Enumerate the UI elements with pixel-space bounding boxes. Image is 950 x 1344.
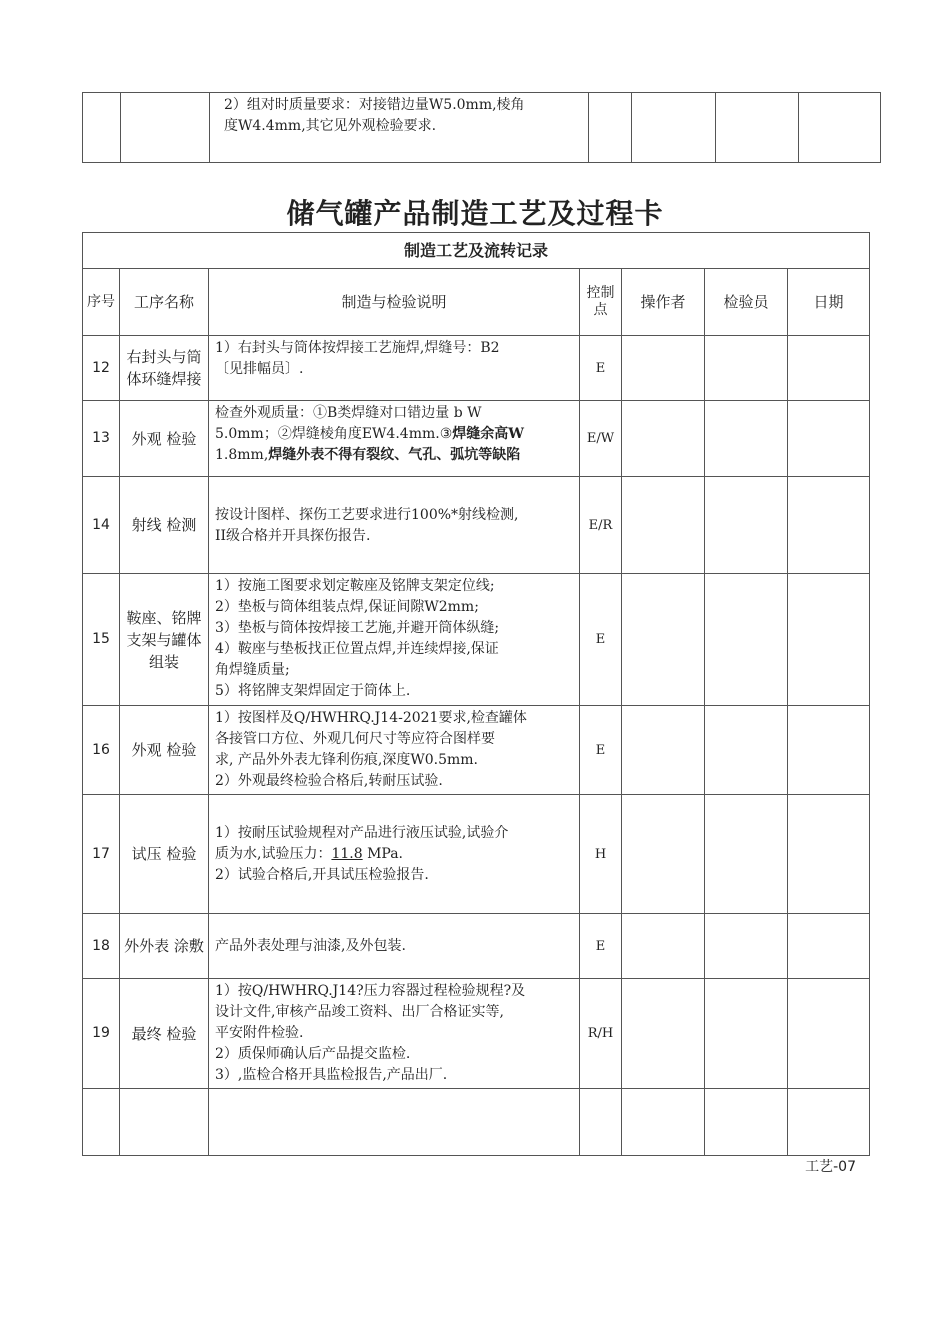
control-point: E/R <box>580 477 622 574</box>
top-fragment-table <box>82 92 881 163</box>
desc-line: II级合格并开具探伤报告. <box>215 528 371 544</box>
desc-line: 5）将铭牌支架焊固定于筒体上. <box>215 683 411 699</box>
row-number: 18 <box>83 914 120 979</box>
test-pressure-value: 11.8 <box>331 845 363 862</box>
header-process-name: 工序名称 <box>120 269 209 336</box>
inspector-cell[interactable] <box>705 336 788 401</box>
process-name: 鞍座、铭牌支架与罐体组装 <box>120 574 209 706</box>
fragment-desc-line: 2）组对时质量要求：对接错边量W5.0mm,棱角 <box>224 97 525 113</box>
fragment-desc-cell <box>210 93 589 163</box>
fragment-inspector-cell <box>716 93 799 163</box>
date-cell[interactable] <box>788 914 870 979</box>
date-cell[interactable] <box>788 979 870 1089</box>
inspector-cell[interactable] <box>705 477 788 574</box>
row-number: 19 <box>83 979 120 1089</box>
control-point: E <box>580 574 622 706</box>
desc-line: 3）,监检合格开具监检报告,产品出厂. <box>215 1067 448 1083</box>
operator-cell[interactable] <box>622 914 705 979</box>
fragment-name-cell <box>121 93 210 163</box>
process-description <box>209 795 580 914</box>
empty-inspector-cell[interactable] <box>705 1089 788 1156</box>
operator-cell[interactable] <box>622 336 705 401</box>
document-code: 工艺-07 <box>805 1159 856 1175</box>
empty-seq-cell[interactable] <box>83 1089 120 1156</box>
row-number: 15 <box>83 574 120 706</box>
header-inspector: 检验员 <box>705 269 788 336</box>
control-point: H <box>580 795 622 914</box>
control-point: E <box>580 336 622 401</box>
fragment-date-cell <box>799 93 881 163</box>
fragment-desc-line: 度W4.4mm,其它见外观检验要求. <box>224 118 437 134</box>
process-description <box>209 574 580 706</box>
empty-control-cell[interactable] <box>580 1089 622 1156</box>
control-point: E/W <box>580 401 622 477</box>
process-name: 右封头与筒体环缝焊接 <box>120 336 209 401</box>
desc-line: 5.0mm；②焊缝棱角度EW4.4mm.③焊缝余高W <box>215 426 524 442</box>
date-cell[interactable] <box>788 477 870 574</box>
process-name: 外观 检验 <box>120 706 209 795</box>
desc-line: 2）试验合格后,开具试压检验报告. <box>215 866 429 883</box>
desc-line: 检查外观质量：①B类焊缝对口错边量 b W <box>215 405 482 421</box>
inspector-cell[interactable] <box>705 401 788 477</box>
process-name: 射线 检测 <box>120 477 209 574</box>
operator-cell[interactable] <box>622 979 705 1089</box>
inspector-cell[interactable] <box>705 574 788 706</box>
process-table <box>82 232 870 1156</box>
row-number: 14 <box>83 477 120 574</box>
row-number: 12 <box>83 336 120 401</box>
desc-line: 产品外表处理与油漆,及外包装. <box>215 937 406 954</box>
process-description <box>209 914 580 979</box>
desc-line: 角焊缝质量; <box>215 662 290 678</box>
inspector-cell[interactable] <box>705 706 788 795</box>
header-seq: 序号 <box>83 269 120 336</box>
header-operator: 操作者 <box>622 269 705 336</box>
process-name: 试压 检验 <box>120 795 209 914</box>
desc-line: 质为水,试验压力：11.8 MPa. <box>215 845 403 862</box>
process-name: 外外表 涂敷 <box>120 914 209 979</box>
date-cell[interactable] <box>788 706 870 795</box>
desc-line: 〔见排幅员〕. <box>215 361 304 377</box>
desc-line: 按设计图样、探伤工艺要求进行100%*射线检测, <box>215 507 519 523</box>
desc-line: 2）外观最终检验合格后,转耐压试验. <box>215 773 443 789</box>
process-description <box>209 336 580 401</box>
operator-cell[interactable] <box>622 401 705 477</box>
fragment-control-cell <box>589 93 632 163</box>
process-description <box>209 706 580 795</box>
fragment-seq-cell <box>83 93 121 163</box>
date-cell[interactable] <box>788 795 870 914</box>
row-number: 13 <box>83 401 120 477</box>
operator-cell[interactable] <box>622 477 705 574</box>
section-title: 制造工艺及流转记录 <box>83 233 870 269</box>
fragment-operator-cell <box>632 93 716 163</box>
desc-line: 2）垫板与筒体组装点焊,保证间隙W2mm; <box>215 599 479 615</box>
process-name: 外观 检验 <box>120 401 209 477</box>
control-point: E <box>580 706 622 795</box>
header-control-point: 控制点 <box>580 269 622 336</box>
operator-cell[interactable] <box>622 574 705 706</box>
desc-line: 1）按耐压试验规程对产品进行液压试验,试验介 <box>215 824 509 841</box>
empty-date-cell[interactable] <box>788 1089 870 1156</box>
operator-cell[interactable] <box>622 795 705 914</box>
process-description <box>209 401 580 477</box>
inspector-cell[interactable] <box>705 914 788 979</box>
empty-operator-cell[interactable] <box>622 1089 705 1156</box>
desc-line: 3）垫板与筒体按焊接工艺施,并避开筒体纵缝; <box>215 620 500 636</box>
date-cell[interactable] <box>788 401 870 477</box>
desc-line: 设计文件,审核产品竣工资料、出厂合格证实等, <box>215 1004 504 1020</box>
desc-line: 2）质保师确认后产品提交监检. <box>215 1046 411 1062</box>
process-name: 最终 检验 <box>120 979 209 1089</box>
process-description <box>209 979 580 1089</box>
operator-cell[interactable] <box>622 706 705 795</box>
desc-line: 平安附件检验. <box>215 1025 304 1041</box>
header-description: 制造与检验说明 <box>209 269 580 336</box>
empty-name-cell[interactable] <box>120 1089 209 1156</box>
desc-line: 1）按图样及Q/HWHRQ.J14-2021要求,检查罐体 <box>215 710 527 726</box>
inspector-cell[interactable] <box>705 795 788 914</box>
desc-line: 各接管口方位、外观几何尺寸等应符合图样要 <box>215 731 495 747</box>
desc-line: 4）鞍座与垫板找正位置点焊,并连续焊接,保证 <box>215 641 499 657</box>
desc-line: 1.8mm,焊缝外表不得有裂纹、气孔、弧坑等缺陷 <box>215 447 521 463</box>
desc-line: 1）按Q/HWHRQ.J14?压力容器过程检验规程?及 <box>215 983 526 999</box>
header-date: 日期 <box>788 269 870 336</box>
row-number: 17 <box>83 795 120 914</box>
control-point: E <box>580 914 622 979</box>
row-number: 16 <box>83 706 120 795</box>
desc-line: 1）右封头与筒体按焊接工艺施焊,焊缝号：B2 <box>215 340 500 356</box>
inspector-cell[interactable] <box>705 979 788 1089</box>
date-cell[interactable] <box>788 336 870 401</box>
desc-line: 1）按施工图要求划定鞍座及铭牌支架定位线; <box>215 578 495 594</box>
date-cell[interactable] <box>788 574 870 706</box>
document-title: 储气罐产品制造工艺及过程卡 <box>286 197 664 230</box>
process-description <box>209 477 580 574</box>
desc-line: 求, 产品外外表尢锋利伤痕,深度W0.5mm. <box>215 752 479 768</box>
control-point: R/H <box>580 979 622 1089</box>
empty-desc-cell[interactable] <box>209 1089 580 1156</box>
